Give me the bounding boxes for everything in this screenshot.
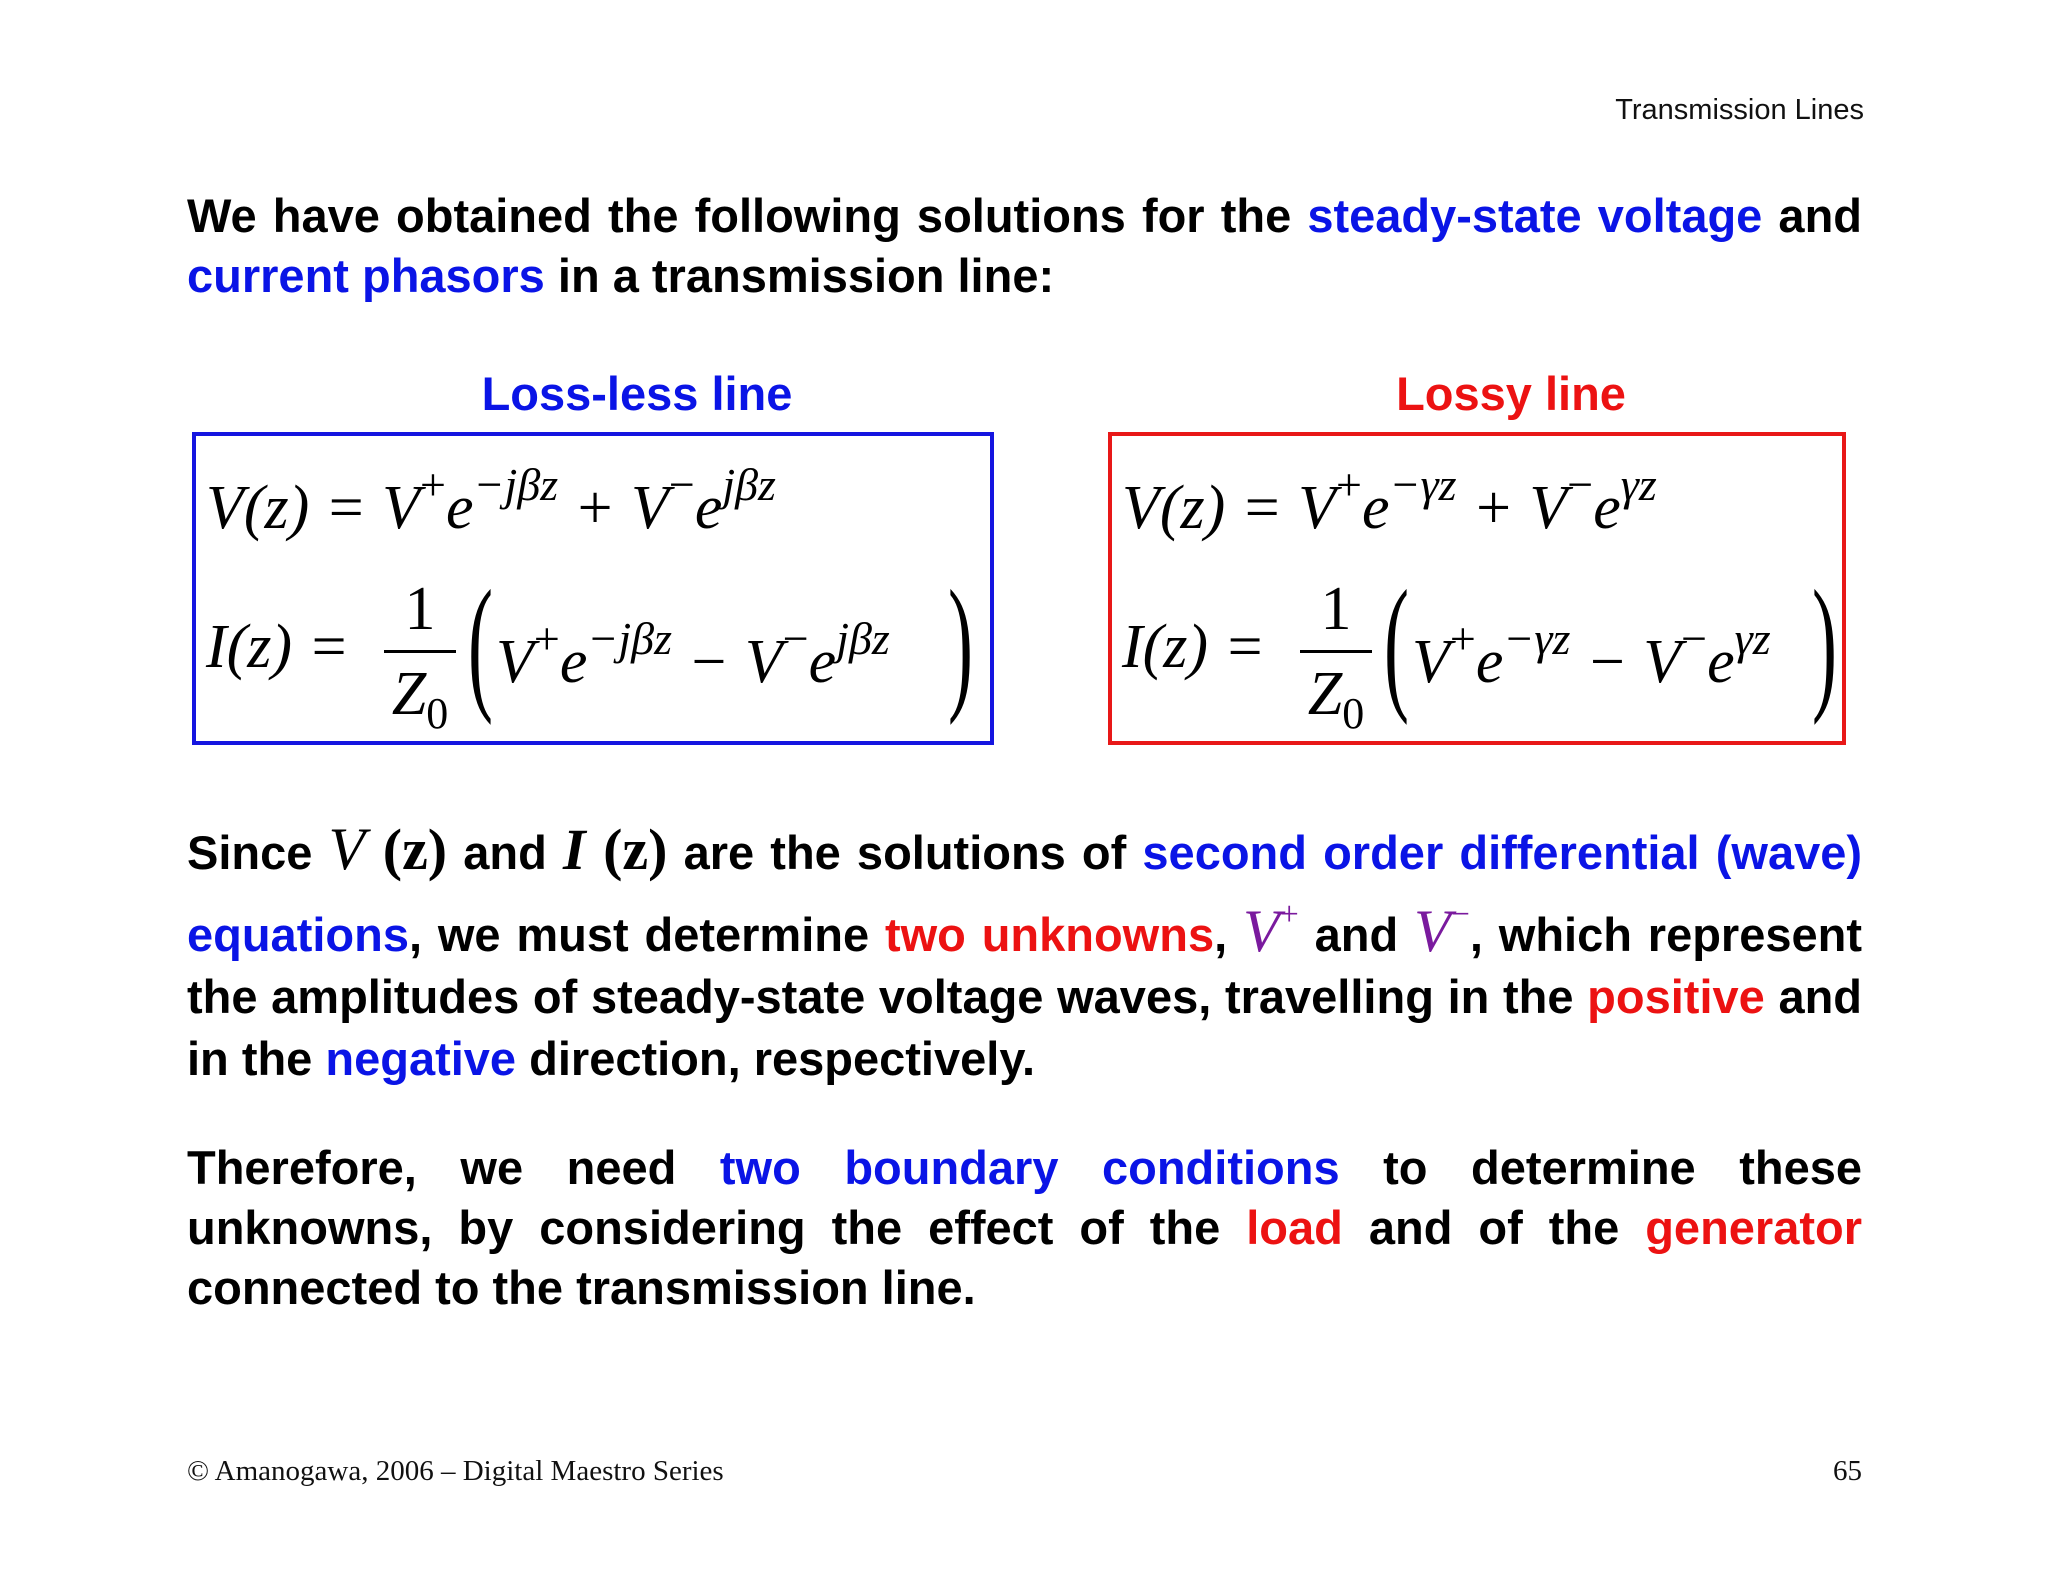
lossless-equation-box [192,432,994,745]
lossy-title: Lossy line [1396,367,1626,420]
current-symbol: I [562,817,586,882]
header-title: Transmission Lines [1615,94,1864,126]
fraction: 1 $Z_0$ [384,574,456,729]
lossy-voltage-equation: $V(z) = V^+e^{-\gamma z} + V^-e^{\gamma z}$ [1122,459,1657,542]
highlight-boundary-conditions: two boundary conditions [719,1141,1340,1194]
page-number: 65 [1833,1455,1862,1487]
lossless-voltage-equation: $V(z) = V^+e^{-j\beta z} + V^-e^{j\beta z}$ [206,459,776,542]
highlight-generator: generator [1645,1201,1862,1254]
highlight-positive: positive [1587,970,1765,1023]
highlight-differential-equations: second order differential (wave) equations [187,826,1863,961]
intro-text: and [1762,189,1862,242]
therefore-paragraph: Therefore, we need two boundary conditions to determine these unknowns, by considering the effect of the load and of the generator connected to the transmission line. [187,1141,1862,1314]
intro-text: in a transmission line: [544,249,1055,302]
right-paren: ) [1812,560,1837,726]
footer-copyright: © Amanogawa, 2006 – Digital Maestro Series [187,1455,724,1487]
since-paragraph: Since V (z) and I (z) are the solutions of second order differential (wave) equations, we must determine two unknowns, V+ and V−, which represent the amplitudes of steady-state voltage waves, travelling in the positive and in the negative direction, respectively. [187,816,1863,1085]
highlight-current-phasors: current phasors [187,249,545,302]
right-paren: ) [948,560,973,726]
voltage-symbol: V [328,816,366,882]
highlight-load: load [1246,1201,1343,1254]
fraction-bar [1300,650,1372,653]
intro-text: We have obtained the following solutions for the [187,189,1308,242]
left-paren: ( [1384,560,1409,726]
highlight-negative: negative [325,1032,517,1085]
v-minus-symbol: V [1414,898,1451,964]
fraction: 1 $Z_0$ [1300,574,1372,729]
lossless-current-equation: I(z) = 1 $Z_0$ ( $V^+e^{-j\beta z} - V^-e^{j\beta z}$ ) [206,560,973,738]
fraction-bar [384,650,456,653]
intro-paragraph [187,186,1862,306]
v-plus-symbol: V [1242,898,1280,964]
highlight-steady-state: steady-state voltage [1307,189,1763,242]
left-paren: ( [468,560,493,726]
highlight-two-unknowns: two unknowns [884,908,1215,961]
lossless-title: Loss-less line [481,367,793,420]
lossy-equation-box [1108,432,1846,745]
lossy-current-equation: I(z) = 1 $Z_0$ ( $V^+e^{-\gamma z} - V^-e^{\gamma z}$ ) [1122,560,1837,738]
